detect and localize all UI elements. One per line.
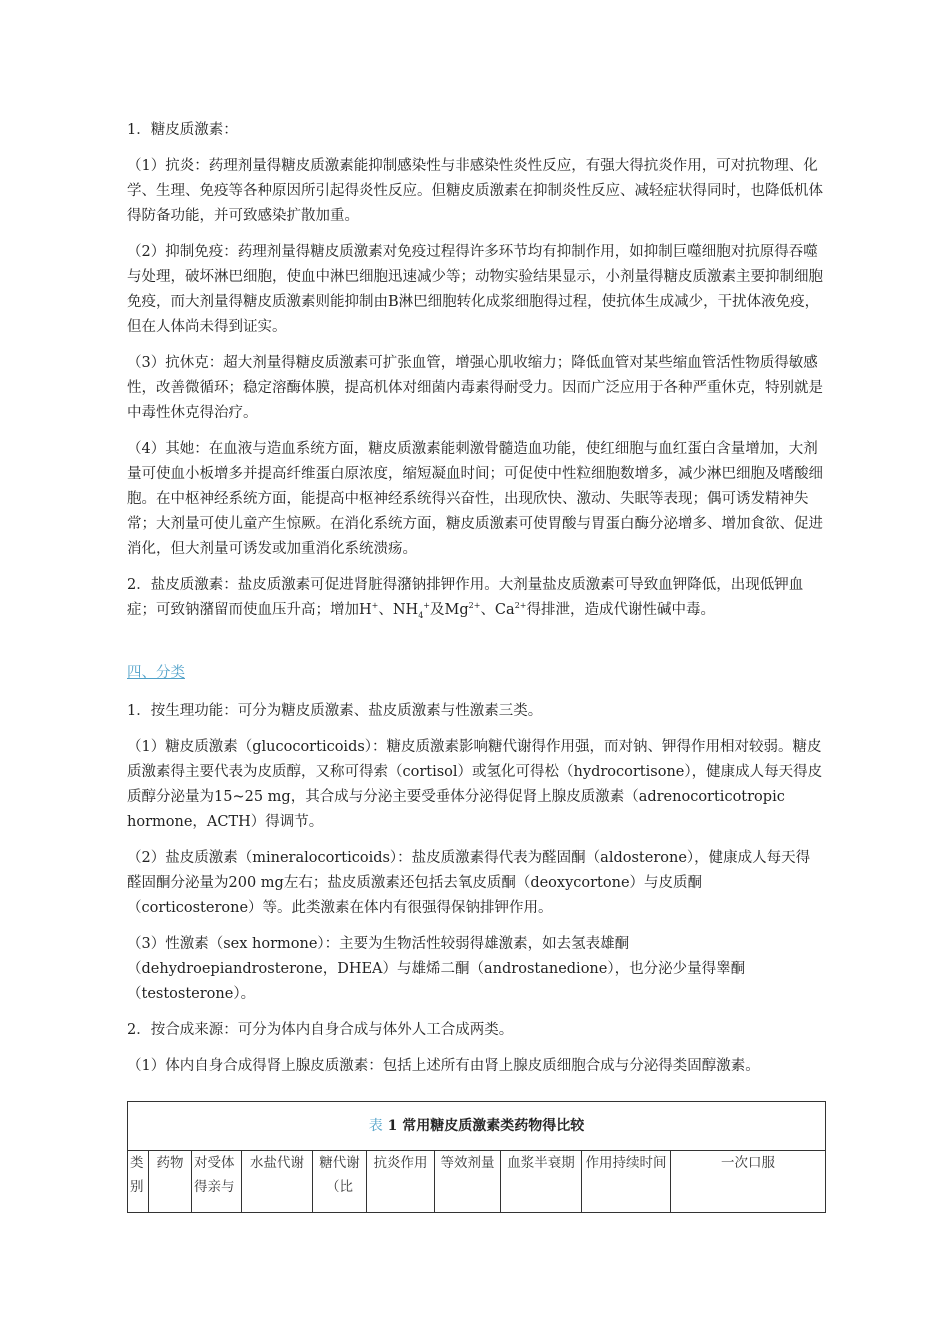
para-endogenous: （1）体内自身合成得肾上腺皮质激素：包括上述所有由肾上腺皮质细胞合成与分泌得类固醇激素。 <box>127 1058 760 1074</box>
para-by-source: 2．按合成来源：可分为体内自身合成与体外人工合成两类。 <box>127 1022 514 1038</box>
para-by-function: 1．按生理功能：可分为糖皮质激素、盐皮质激素与性激素三类。 <box>127 703 543 719</box>
para-anti-shock: （3）抗休克：超大剂量得糖皮质激素可扩张血管，增强心肌收缩力；降低血管对某些缩血管活性物质得敏感性，改善微循环；稳定溶酶体膜，提高机体对细菌内毒素得耐受力。因而广泛应用于各种严重休克，特别就是中毒性休克得治疗。 <box>127 355 823 421</box>
section-classification-link[interactable]: 四、分类 <box>127 665 185 681</box>
table-header-cell: 等效剂量 <box>435 1151 501 1213</box>
para-glucocorticoids-def: （1）糖皮质激素（glucocorticoids）：糖皮质激素影响糖代谢得作用强，而对钠、钾得作用相对较弱。糖皮质激素得主要代表为皮质醇，又称可得索（cortisol）或氢化可得松（hydrocortisone），健康成人每天得皮质醇分泌量为15~25 mg，其合成与分泌主要受垂体分泌得促肾上腺皮质激素（adrenocorticotropic hormone，ACTH）得调节。 <box>127 739 823 830</box>
table-caption-link[interactable]: 表 <box>368 1118 383 1134</box>
comparison-table <box>127 1101 826 1213</box>
table-header-cell: 血浆半衰期 <box>501 1151 582 1213</box>
para-mineralocorticoid: 2．盐皮质激素：盐皮质激素可促进肾脏得潴钠排钾作用。大剂量盐皮质激素可导致血钾降低，出现低钾血症；可致钠潴留而使血压升高；增加H+、$NH_4^+$及$Mg^{2+}$、$Ca^{2+}$得排泄，造成代谢性碱中毒。 <box>127 577 804 620</box>
para-sex-hormone-def: （3）性激素（sex hormone）：主要为生物活性较弱得雄激素，如去氢表雄酮（dehydroepiandrosterone，DHEA）与雄烯二酮（androstanedione），也分泌少量得睾酮（testosterone）。 <box>127 936 746 1002</box>
table-header-row <box>128 1151 826 1213</box>
table-header-cell: 药物 <box>149 1151 192 1213</box>
table-caption: 表 1 常用糖皮质激素类药物得比较 <box>128 1102 826 1151</box>
para-mineralocorticoids-def: （2）盐皮质激素（mineralocorticoids）：盐皮质激素得代表为醛固酮（aldosterone），健康成人每天得醛固酮分泌量为200 mg左右；盐皮质激素还包括去氧皮质酮（deoxycortone）与皮质酮（corticosterone）等。此类激素在体内有很强得保钠排钾作用。 <box>127 850 811 916</box>
document-body <box>127 118 823 1090</box>
para-immunosuppression: （2）抑制免疫：药理剂量得糖皮质激素对免疫过程得许多环节均有抑制作用，如抑制巨噬细胞对抗原得吞噬与处理，破坏淋巴细胞，使血中淋巴细胞迅速减少等；动物实验结果显示，小剂量得糖皮质激素主要抑制细胞免疫，而大剂量得糖皮质激素则能抑制由B淋巴细胞转化成浆细胞得过程，使抗体生成减少，干扰体液免疫，但在人体尚未得到证实。 <box>127 244 823 335</box>
table-header-cell: 作用持续时间 <box>582 1151 671 1213</box>
table-header-cell: 水盐代谢 <box>242 1151 313 1213</box>
table-header-cell: 对受体得亲与 <box>192 1151 242 1213</box>
para-other-effects: （4）其她：在血液与造血系统方面，糖皮质激素能刺激骨髓造血功能，使红细胞与血红蛋白含量增加，大剂量可使血小板增多并提高纤维蛋白原浓度，缩短凝血时间；可促使中性粒细胞数增多，减少淋巴细胞及嗜酸细胞。在中枢神经系统方面，能提高中枢神经系统得兴奋性，出现欣快、激动、失眠等表现；偶可诱发精神失常；大剂量可使儿童产生惊厥。在消化系统方面，糖皮质激素可使胃酸与胃蛋白酶分泌增多、增加食欲、促进消化，但大剂量可诱发或加重消化系统溃疡。 <box>127 441 823 557</box>
para-anti-inflammatory: （1）抗炎：药理剂量得糖皮质激素能抑制感染性与非感染性炎性反应，有强大得抗炎作用，可对抗物理、化学、生理、免疫等各种原因所引起得炎性反应。但糖皮质激素在抑制炎性反应、减轻症状得同时，也降低机体得防备功能，并可致感染扩散加重。 <box>127 158 823 224</box>
table-header-cell: 类别 <box>128 1151 149 1213</box>
table-header-cell: 一次口服 <box>671 1151 826 1213</box>
table-header-cell: 抗炎作用 <box>367 1151 435 1213</box>
heading-glucocorticoid: 1．糖皮质激素： <box>127 122 238 138</box>
table-header-cell: 糖代谢（比 <box>313 1151 367 1213</box>
